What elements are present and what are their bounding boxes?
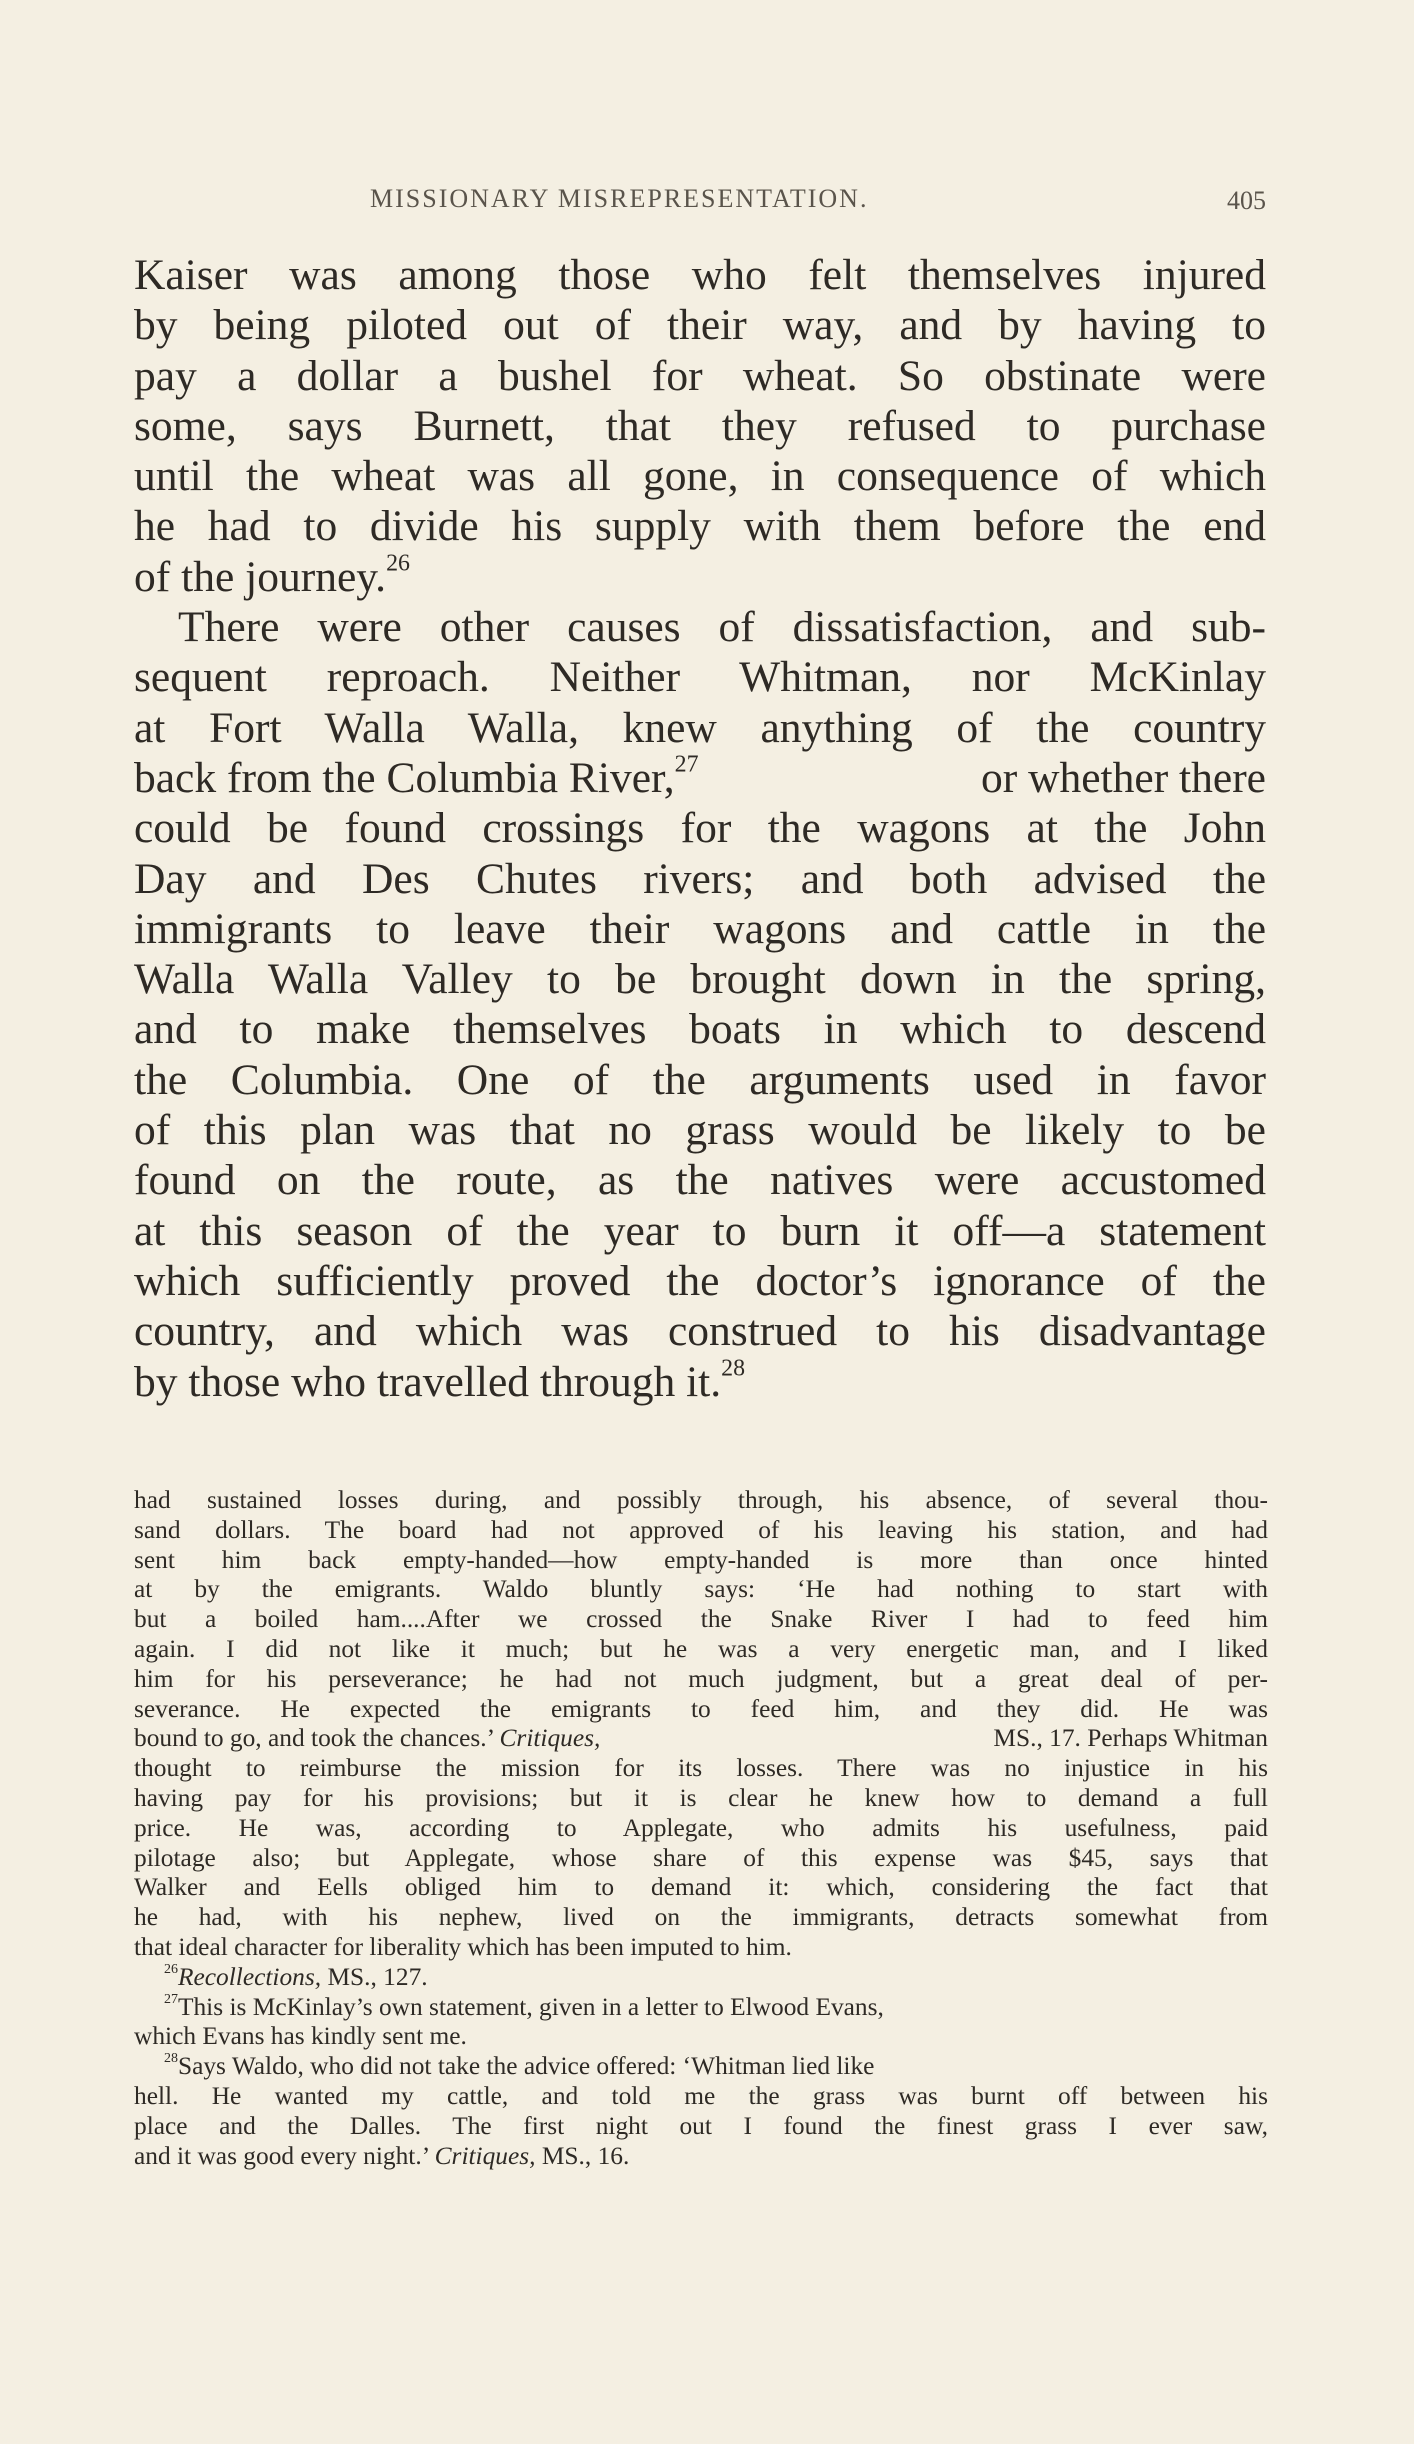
footnote-line: which Evans has kindly sent me.: [134, 2022, 467, 2051]
text-line: by being piloted out of their way, and by having to: [134, 301, 1266, 350]
text-line: Day and Des Chutes rivers; and both advised the: [134, 854, 1266, 903]
text-line: found on the route, as the natives were accustomed: [134, 1156, 1266, 1205]
footnote-line: him for his perseverance; he had not much judgment, but a great deal of per-: [134, 1664, 1268, 1693]
text-line: he had to divide his supply with them before the end: [134, 502, 1266, 551]
text-line: Walla Walla Valley to be brought down in the spring,: [134, 955, 1266, 1004]
footnote-line: bound to go, and took the chances.’ Critiques, MS., 17. Perhaps Whitman: [134, 1724, 1268, 1753]
footnote-line: again. I did not like it much; but he was a very energetic man, and I liked: [134, 1634, 1268, 1663]
footnote-line: having pay for his provisions; but it is clear he knew how to demand a full: [134, 1783, 1268, 1812]
footnote-line: price. He was, according to Applegate, who admits his usefulness, paid: [134, 1813, 1268, 1842]
text-line: Kaiser was among those who felt themselves injured: [134, 251, 1266, 299]
footnote-line: and it was good every night.’ Critiques, MS., 16.: [134, 2141, 630, 2170]
footnote-line: pilotage also; but Applegate, whose share of this expense was $45, says that: [134, 1843, 1268, 1872]
text-line: of the journey.$^{26}$: [134, 550, 410, 601]
footnote-ref-28: 28: [721, 1355, 746, 1382]
text-line: country, and which was construed to his disadvantage: [134, 1307, 1266, 1356]
text-line: which sufficiently proved the doctor’s ignorance of the: [134, 1256, 1266, 1305]
footnote-ref-26: 26: [386, 550, 410, 577]
footnote-line: sent him back empty-handed—how empty-handed is more than once hinted: [134, 1545, 1268, 1574]
footnote-line: he had, with his nephew, lived on the immigrants, detracts somewhat from: [134, 1903, 1268, 1932]
text-line: and to make themselves boats in which to descend: [134, 1005, 1266, 1054]
footnote-28: $^{28}$Says Waldo, who did not take the advice offered: ‘Whitman lied like: [164, 2052, 875, 2081]
footnote-line: sand dollars. The board had not approved of his leaving his station, and had: [134, 1515, 1268, 1544]
text-line: of this plan was that no grass would be likely to be: [134, 1106, 1266, 1155]
footnote-ref-27: 27: [674, 751, 699, 778]
footnote-line: place and the Dalles. The first night out I found the finest grass I ever saw,: [134, 2111, 1268, 2140]
text-line: pay a dollar a bushel for wheat. So obstinate were: [134, 351, 1266, 400]
main-text: [134, 250, 1266, 1407]
running-title: MISSIONARY MISREPRESENTATION.: [370, 184, 869, 213]
text-line: sequent reproach. Neither Whitman, nor McKinlay: [134, 653, 1266, 702]
footnote-line: thought to reimburse the mission for its losses. There was no injustice in his: [134, 1754, 1268, 1783]
text-line: back from the Columbia River,$^{27}$ or whether there: [134, 751, 1266, 802]
footnote-line: that ideal character for liberality which has been imputed to him.: [134, 1932, 792, 1961]
text-line: some, says Burnett, that they refused to purchase: [134, 401, 1266, 450]
page-number: 405: [1227, 186, 1266, 215]
text-line: by those who travelled through it.$^{28}$: [134, 1355, 746, 1406]
text-line: at Fort Walla Walla, knew anything of the country: [134, 703, 1266, 752]
footnotes: [134, 1486, 1268, 2171]
text-line: the Columbia. One of the arguments used in favor: [134, 1055, 1266, 1104]
footnote-26: $^{26}$Recollections, MS., 127.: [164, 1962, 428, 1991]
text-line: could be found crossings for the wagons at the John: [134, 804, 1266, 853]
footnote-line: but a boiled ham....After we crossed the Snake River I had to feed him: [134, 1605, 1268, 1634]
text-line: immigrants to leave their wagons and cattle in the: [134, 904, 1266, 953]
footnote-line: at by the emigrants. Waldo bluntly says: ‘He had nothing to start with: [134, 1575, 1268, 1604]
text-line: at this season of the year to burn it off—a statement: [134, 1206, 1266, 1255]
footnote-line: severance. He expected the emigrants to feed him, and they did. He was: [134, 1694, 1268, 1723]
text-line: There were other causes of dissatisfaction, and sub-: [178, 603, 1266, 652]
footnote-line: hell. He wanted my cattle, and told me the grass was burnt off between his: [134, 2081, 1268, 2110]
footnote-line: had sustained losses during, and possibly through, his absence, of several thou-: [134, 1486, 1268, 1514]
footnote-27: $^{27}$This is McKinlay’s own statement, given in a letter to Elwood Evans,: [164, 1992, 884, 2021]
footnote-line: Walker and Eells obliged him to demand it: which, considering the fact that: [134, 1873, 1268, 1902]
text-line: until the wheat was all gone, in consequence of which: [134, 452, 1266, 501]
